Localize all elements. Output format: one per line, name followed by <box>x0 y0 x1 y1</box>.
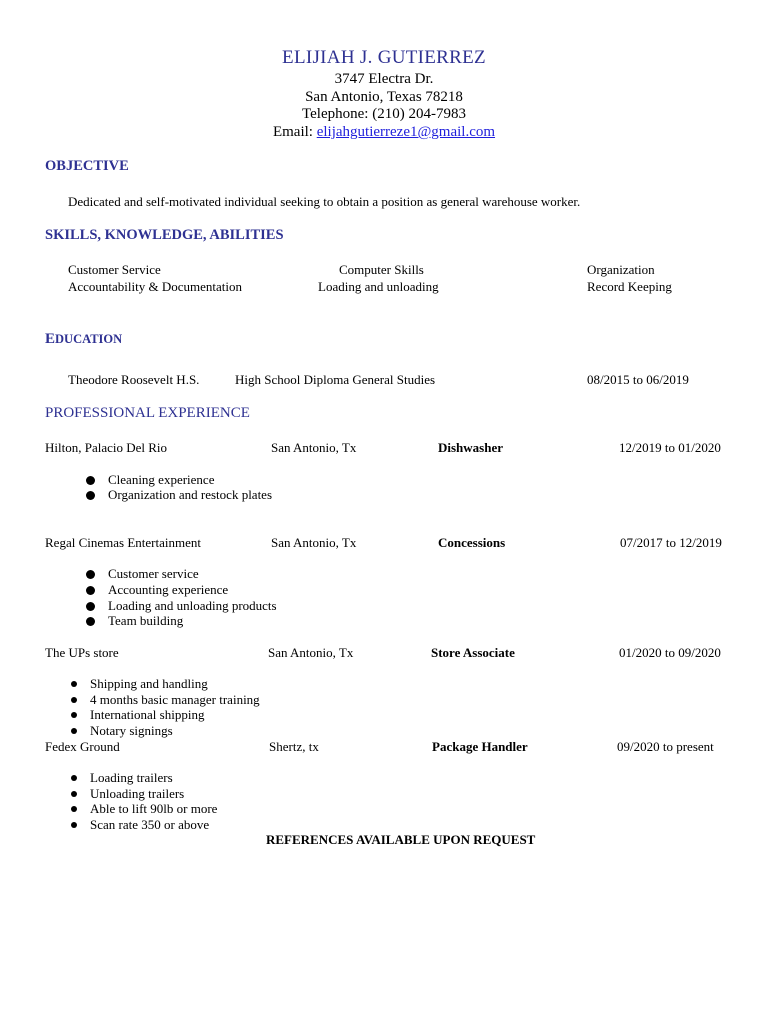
job-employer: Regal Cinemas Entertainment <box>45 535 201 550</box>
education-school: Theodore Roosevelt H.S. <box>68 372 200 387</box>
education-heading <box>45 330 122 348</box>
skill-item: Record Keeping <box>587 279 672 294</box>
telephone: Telephone: (210) 204-7983 <box>302 106 466 122</box>
job-employer: Hilton, Palacio Del Rio <box>45 440 168 455</box>
job-bullet: Loading and unloading products <box>108 598 277 613</box>
address-line-2: San Antonio, Texas 78218 <box>305 89 463 105</box>
job-bullet: 4 months basic manager training <box>90 692 260 707</box>
email-link[interactable]: elijahgutierreze1@gmail.com <box>316 124 496 140</box>
job-bullet: International shipping <box>90 707 205 722</box>
job-dates: 09/2020 to present <box>617 739 714 754</box>
job-bullet: Cleaning experience <box>108 472 215 487</box>
job-bullet: Customer service <box>108 566 199 581</box>
job-bullet: Loading trailers <box>90 770 173 785</box>
experience-heading: PROFESSIONAL EXPERIENCE <box>45 405 250 421</box>
job-location: Shertz, tx <box>269 739 319 754</box>
job-bullet: Scan rate 350 or above <box>90 817 210 832</box>
job-title: Concessions <box>438 535 506 550</box>
skill-item: Loading and unloading <box>318 279 439 294</box>
job-bullet: Shipping and handling <box>90 676 208 691</box>
references-note: REFERENCES AVAILABLE UPON REQUEST <box>266 832 536 847</box>
job-dates: 01/2020 to 09/2020 <box>619 645 721 660</box>
job-location: San Antonio, Tx <box>268 645 354 660</box>
email-line <box>0 124 768 142</box>
job-employer: Fedex Ground <box>45 739 120 754</box>
skill-item: Organization <box>587 262 655 277</box>
job-location: San Antonio, Tx <box>271 535 357 550</box>
objective-heading: OBJECTIVE <box>45 158 129 174</box>
skill-item: Accountability & Documentation <box>68 279 243 294</box>
job-bullet: Able to lift 90lb or more <box>90 801 218 816</box>
job-employer: The UPs store <box>45 645 119 660</box>
resume-name: ELIJIAH J. GUTIERREZ <box>282 47 486 68</box>
job-title: Package Handler <box>432 739 528 754</box>
job-dates: 07/2017 to 12/2019 <box>620 535 722 550</box>
address-line-1: 3747 Electra Dr. <box>334 71 434 87</box>
objective-text: Dedicated and self-motivated individual seeking to obtain a position as general warehouse worker. <box>68 194 581 209</box>
education-dates: 08/2015 to 06/2019 <box>587 372 689 387</box>
job-bullet: Notary signings <box>90 723 173 738</box>
education-degree: High School Diploma General Studies <box>235 372 436 387</box>
email-label: Email: <box>272 124 317 140</box>
skill-item: Computer Skills <box>339 262 424 277</box>
skills-heading: SKILLS, KNOWLEDGE, ABILITIES <box>45 227 284 243</box>
job-title: Store Associate <box>431 645 515 660</box>
job-bullet: Organization and restock plates <box>108 487 273 502</box>
job-dates: 12/2019 to 01/2020 <box>619 440 721 455</box>
job-bullet: Accounting experience <box>108 582 229 597</box>
skill-item: Customer Service <box>68 262 161 277</box>
education-heading-initial: E <box>45 331 56 347</box>
job-location: San Antonio, Tx <box>271 440 357 455</box>
job-bullet: Unloading trailers <box>90 786 185 801</box>
job-bullet: Team building <box>108 613 184 628</box>
job-title: Dishwasher <box>438 440 504 455</box>
education-heading-rest: DUCATION <box>55 332 123 346</box>
